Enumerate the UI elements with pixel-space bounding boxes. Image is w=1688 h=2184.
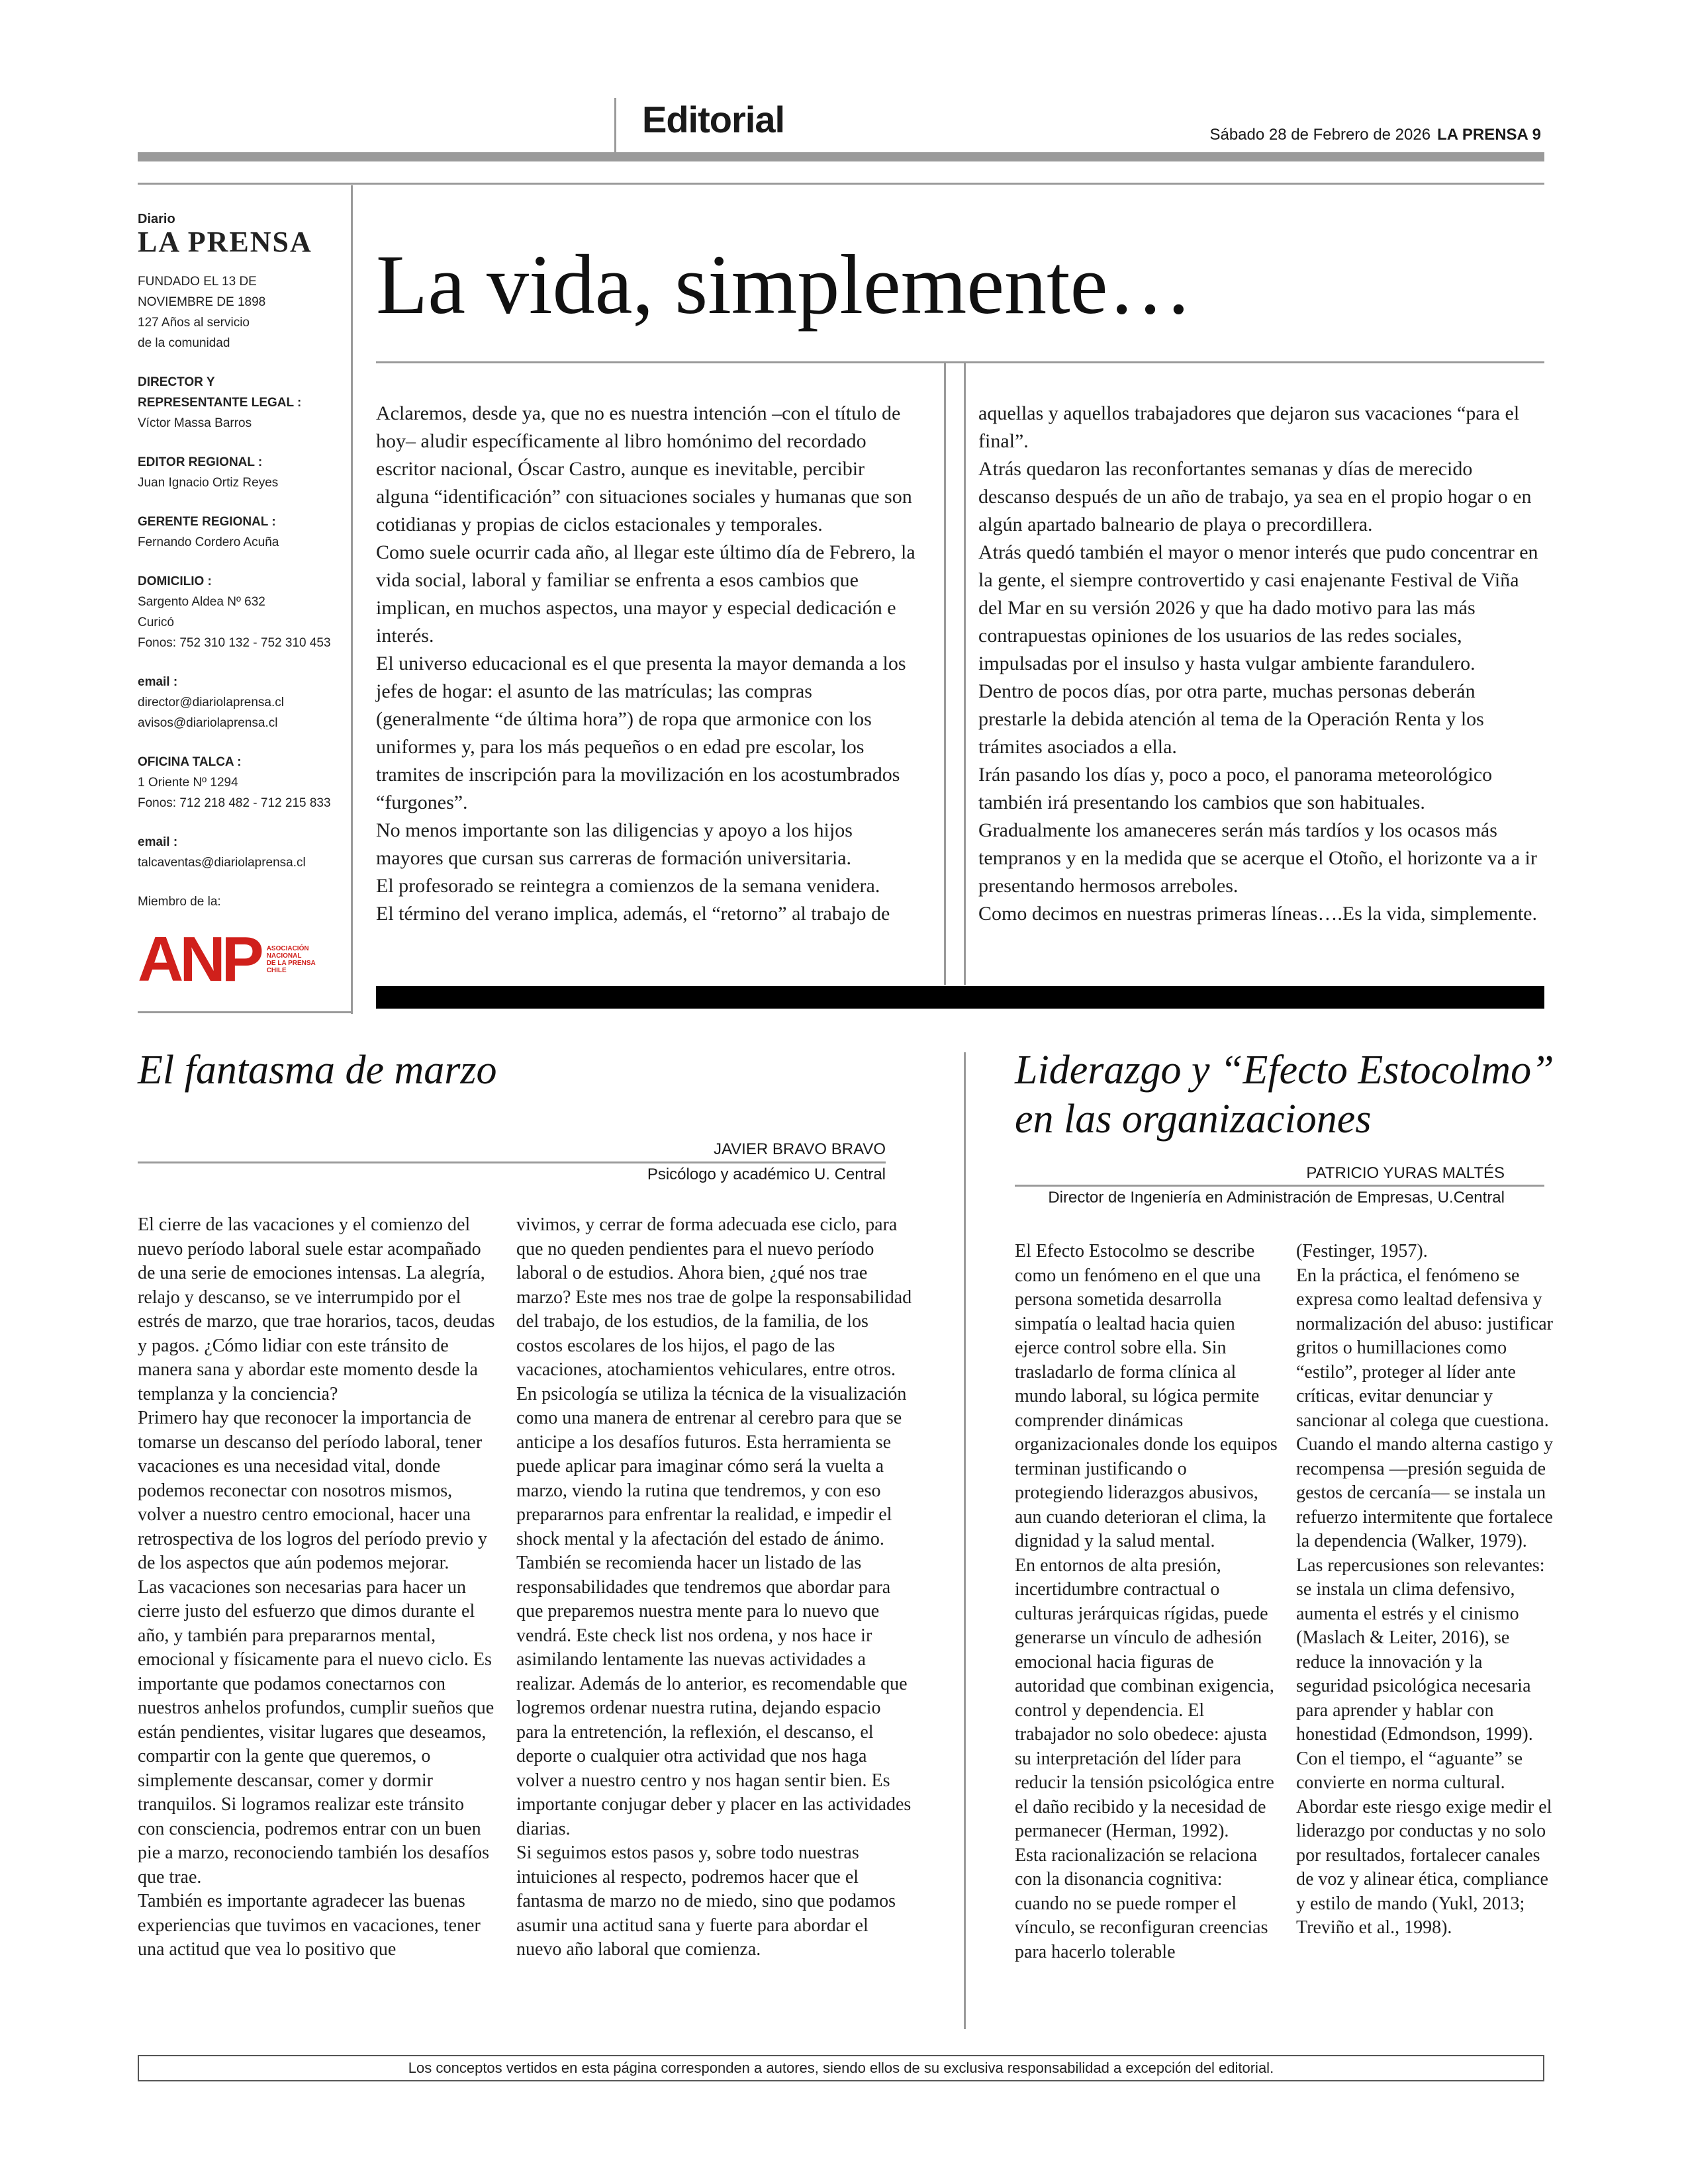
paragraph: El profesorado se reintegra a comienzos de la semana venidera. bbox=[376, 875, 880, 897]
black-band bbox=[376, 986, 1544, 1009]
title-line: Liderazgo y “Efecto Estocolmo” bbox=[1015, 1048, 1554, 1093]
paragraph: En la práctica, el fenómeno se expresa como lealtad defensiva y normalización del abuso: justificar gritos o humillaciones como “estilo”, proteger al líder ante críticas, evitar denunciar y sancionar al colega que cuestiona. Cuando el mando alterna castigo y recompensa —presión seguida de gestos de cercanía— se instala un refuerzo intermitente que fortalece la dependencia (Walker, 1979). bbox=[1296, 1265, 1553, 1551]
title-line: en las organizaciones bbox=[1015, 1097, 1372, 1142]
paragraph: Esta racionalización se relaciona con la disonancia cognitiva: cuando no se puede romper el vínculo, se reconfiguran creencias para hacerlo tolerable bbox=[1015, 1844, 1268, 1962]
anp-sub-line: ASOCIACIÓN bbox=[266, 945, 309, 952]
op-ed-title bbox=[1015, 1046, 1554, 1144]
op-ed-role bbox=[1015, 1188, 1505, 1208]
issue-info bbox=[1209, 126, 1541, 144]
editorial-column-2 bbox=[978, 400, 1545, 928]
email-info bbox=[138, 672, 336, 733]
masthead-name: LA PRENSA bbox=[138, 226, 312, 258]
op-ed-column-1 bbox=[138, 1213, 495, 1962]
op-ed-role bbox=[138, 1165, 886, 1185]
column-divider bbox=[944, 363, 946, 985]
email2-label: email : bbox=[138, 835, 178, 849]
domicilio-label: DOMICILIO : bbox=[138, 574, 212, 588]
paragraph: Las vacaciones son necesarias para hacer un cierre justo del esfuerzo que dimos durante el año, y también para prepararnos mental, emocional y físicamente para el nuevo ciclo. Es importante que podamos conectarnos con nuestros anhelos profundos, cumplir sueños que están pendientes, visitar lugares que deseamos, compartir con la gente que queremos, o simplemente descansar, comer y dormir tranquilos. Si logramos realizar este tránsito con consciencia, podremos entrar con un buen pie a marzo, reconociendo también los desafíos que trae. bbox=[138, 1576, 494, 1888]
header-divider bbox=[614, 98, 616, 152]
talca-line: Fonos: 712 218 482 - 712 215 833 bbox=[138, 796, 331, 810]
headline-rule bbox=[376, 361, 1544, 363]
author-name: JAVIER BRAVO BRAVO bbox=[713, 1140, 886, 1158]
author-role: Director de Ingeniería en Administración de Empresas, U.Central bbox=[1048, 1189, 1505, 1206]
column-divider bbox=[964, 363, 966, 985]
op-ed-byline bbox=[1015, 1163, 1505, 1183]
domicilio-line: Curicó bbox=[138, 615, 174, 629]
founded-info bbox=[138, 271, 336, 353]
op-ed-title: El fantasma de marzo bbox=[138, 1048, 497, 1093]
anp-logo bbox=[138, 924, 336, 995]
anp-sub-line: DE LA PRENSA bbox=[266, 960, 316, 967]
paragraph: En psicología se utiliza la técnica de la visualización como una manera de entrenar al cerebro para que se anticipe a los desafíos futuros. Esta herramienta se puede aplicar para imaginar cómo será la vuelta a marzo, viendo la rutina que tendremos, y con eso prepararnos para enfrentar la realidad, e impedir el shock mental y la afectación del estado de ánimo. bbox=[516, 1383, 907, 1549]
anp-logo-text: ANP bbox=[138, 924, 260, 995]
founded-line: 127 Años al servicio bbox=[138, 316, 250, 330]
byline-rule bbox=[1015, 1185, 1544, 1187]
top-rule-thin bbox=[138, 183, 1544, 185]
director-name: Víctor Massa Barros bbox=[138, 416, 252, 430]
email-label: email : bbox=[138, 675, 178, 689]
publication-page: LA PRENSA 9 bbox=[1437, 126, 1541, 144]
byline-rule bbox=[138, 1161, 886, 1163]
anp-sub-line: NACIONAL bbox=[266, 952, 302, 960]
sidebar-bottom-rule bbox=[138, 1011, 353, 1013]
paragraph: El término del verano implica, además, el “retorno” al trabajo de bbox=[376, 903, 890, 925]
top-rule bbox=[138, 152, 1544, 161]
issue-date: Sábado 28 de Febrero de 2026 bbox=[1209, 126, 1431, 144]
op-ed-column-1 bbox=[1015, 1240, 1280, 1964]
paragraph: Aclaremos, desde ya, que no es nuestra intención –con el título de hoy– aludir específicamente al libro homónimo del recordado escritor nacional, Óscar Castro, aunque es inevitable, percibir alguna “identificación” con situaciones sociales y humanas que son cotidianas y propias de ciclos estacionales y temporales. bbox=[376, 402, 912, 535]
editor-label: EDITOR REGIONAL : bbox=[138, 455, 263, 469]
section-divider bbox=[964, 1052, 966, 2029]
paragraph: El Efecto Estocolmo se describe como un fenómeno en el que una persona sometida desarrolla simpatía o lealtad hacia quien ejerce control sobre ella. Sin trasladarlo de forma clínica al mundo laboral, su lógica permite comprender dinámicas organizacionales donde los equipos terminan justificando o protegiendo liderazgos abusivos, aun cuando deterioran el clima, la dignidad y la salud mental. bbox=[1015, 1241, 1278, 1551]
paragraph: Las repercusiones son relevantes: se instala un clima defensivo, aumenta el estrés y el cinismo (Maslach & Leiter, 2016), se reduce la innovación y la seguridad psicológica necesaria para aprender y hablar con honestidad (Edmondson, 1999). Con el tiempo, el “aguante” se convierte en norma cultural. Abordar este riesgo exige medir el liderazgo por conductas y no solo por resultados, fortalecer canales de voz y alinear ética, compliance y estilo de mando (Yukl, 2013; Treviño et al., 1998). bbox=[1296, 1555, 1552, 1938]
masthead-diario: Diario bbox=[138, 212, 175, 226]
editorial-headline: La vida, simplemente… bbox=[376, 238, 1193, 332]
paragraph: Como decimos en nuestras primeras líneas….Es la vida, simplemente. bbox=[978, 903, 1537, 925]
gerente-label: GERENTE REGIONAL : bbox=[138, 515, 276, 529]
editor-name: Juan Ignacio Ortiz Reyes bbox=[138, 476, 279, 490]
email-link[interactable]: talcaventas@diariolaprensa.cl bbox=[138, 856, 306, 870]
author-name: PATRICIO YURAS MALTÉS bbox=[1306, 1164, 1505, 1182]
paragraph: También es importante agradecer las buenas experiencias que tuvimos en vacaciones, tener una actitud que vea lo positivo que bbox=[138, 1891, 481, 1960]
paragraph: Atrás quedaron las reconfortantes semanas y días de merecido descanso después de un año de trabajo, ya sea en el propio hogar o en algún apartado balneario de playa o precordillera. bbox=[978, 458, 1532, 535]
paragraph: Si seguimos estos pasos y, sobre todo nuestras intuiciones al respecto, podremos hacer que el fantasma de marzo no de miedo, sino que podamos asumir una actitud sana y fuerte para abordar el nuevo año laboral que comienza. bbox=[516, 1843, 896, 1960]
paragraph: aquellas y aquellos trabajadores que dejaron sus vacaciones “para el final”. bbox=[978, 402, 1520, 452]
director-label: DIRECTOR Y bbox=[138, 375, 215, 389]
author-role: Psicólogo y académico U. Central bbox=[647, 1165, 886, 1183]
paragraph: Dentro de pocos días, por otra parte, muchas personas deberán prestarle la debida atención al tema de la Operación Renta y los trámites asociados a ella. bbox=[978, 680, 1484, 758]
email-link[interactable]: director@diariolaprensa.cl bbox=[138, 696, 284, 709]
paragraph: Primero hay que reconocer la importancia de tomarse un descanso del período laboral, tener vacaciones es una necesidad vital, donde podemos reconectar con nosotros mismos, volver a nuestro centro emocional, hacer una retrospectiva de los logros del período previo y de los aspectos que aún podemos mejorar. bbox=[138, 1408, 487, 1573]
op-ed-byline bbox=[138, 1140, 886, 1160]
founded-line: NOVIEMBRE DE 1898 bbox=[138, 295, 266, 309]
paragraph: Atrás quedó también el mayor o menor interés que pudo concentrar en la gente, el siempre controvertido y casi enajenante Festival de Viña del Mar en su versión 2026 y que ha dado motivo para las más contrapuestas opiniones de los usuarios de las redes sociales, impulsadas por el insulso y hasta vulgar ambiente farandulero. bbox=[978, 541, 1538, 674]
sidebar-border bbox=[351, 185, 353, 1014]
email2-info bbox=[138, 832, 336, 873]
anp-sub-line: CHILE bbox=[266, 967, 287, 974]
op-ed-column-2 bbox=[516, 1213, 914, 1962]
talca-info bbox=[138, 752, 336, 813]
paragraph: vivimos, y cerrar de forma adecuada ese ciclo, para que no queden pendientes para el nuevo período laboral o de estudios. Ahora bien, ¿qué nos trae marzo? Este mes nos trae de golpe la responsabilidad del trabajo, de los estudios, de la familia, de los costos escolares de los hijos, el pago de las vacaciones, atochamientos vehiculares, entre otros. bbox=[516, 1214, 912, 1380]
paragraph: También se recomienda hacer un listado de las responsabilidades que tendremos que abordar para que preparemos nuestra mente para lo nuevo que vendrá. Este check list nos ordena, y nos hace ir asimilando lentamente las nuevas actividades a realizar. Además de lo anterior, es recomendable que logremos ordenar nuestra rutina, dejando espacio para la entretención, la reflexión, el descanso, el deporte o cualquier otra actividad que nos haga volver a nuestro centro y nos hagan sentir bien. Es importante conjugar deber y placer en las actividades diarias. bbox=[516, 1553, 912, 1839]
domicilio-line: Sargento Aldea Nº 632 bbox=[138, 595, 265, 609]
member-label: Miembro de la: bbox=[138, 895, 221, 909]
gerente-name: Fernando Cordero Acuña bbox=[138, 535, 279, 549]
section-title: Editorial bbox=[642, 99, 785, 140]
paragraph: No menos importante son las diligencias y apoyo a los hijos mayores que cursan sus carreras de formación universitaria. bbox=[376, 819, 853, 869]
disclaimer-box: Los conceptos vertidos en esta página corresponden a autores, siendo ellos de su exclusiva responsabilidad a excepción del editorial. bbox=[138, 2055, 1544, 2081]
director-label: REPRESENTANTE LEGAL : bbox=[138, 396, 302, 410]
anp-logo-subtitle bbox=[267, 945, 333, 974]
gerente-info bbox=[138, 512, 336, 553]
founded-line: de la comunidad bbox=[138, 336, 230, 350]
paragraph: El cierre de las vacaciones y el comienzo del nuevo período laboral suele estar acompañado de una serie de emociones intensas. La alegría, relajo y descanso, se ve interrumpido por el estrés de marzo, que trae horarios, tacos, deudas y pagos. ¿Cómo lidiar con este tránsito de manera sana y abordar este momento desde la templanza y la conciencia? bbox=[138, 1214, 495, 1404]
director-info bbox=[138, 372, 336, 433]
email-link[interactable]: avisos@diariolaprensa.cl bbox=[138, 716, 278, 730]
domicilio-line: Fonos: 752 310 132 - 752 310 453 bbox=[138, 636, 331, 650]
op-ed-column-2 bbox=[1296, 1240, 1558, 1940]
founded-line: FUNDADO EL 13 DE bbox=[138, 275, 257, 289]
paragraph: En entornos de alta presión, incertidumbre contractual o culturas jerárquicas rígidas, puede generarse un vínculo de adhesión emocional hacia figuras de autoridad que combinan exigencia, control y dependencia. El trabajador no solo obedece: ajusta su interpretación del líder para reducir la tensión psicológica entre el daño recibido y la necesidad de permanecer (Herman, 1992). bbox=[1015, 1555, 1274, 1841]
editorial-column-1 bbox=[376, 400, 920, 928]
domicilio-info bbox=[138, 571, 336, 653]
paragraph: Como suele ocurrir cada año, al llegar este último día de Febrero, la vida social, laboral y familiar se enfrenta a esos cambios que implican, en muchos aspectos, una mayor y especial dedicación e interés. bbox=[376, 541, 915, 647]
talca-line: 1 Oriente Nº 1294 bbox=[138, 776, 238, 790]
paragraph: Gradualmente los amaneceres serán más tardíos y los ocasos más tempranos y en la medida que se acerque el Otoño, el horizonte va a ir presentando hermosos arreboles. bbox=[978, 819, 1537, 897]
editor-info bbox=[138, 452, 336, 493]
paragraph: (Festinger, 1957). bbox=[1296, 1241, 1428, 1261]
paragraph: Irán pasando los días y, poco a poco, el panorama meteorológico también irá presentando los cambios que son habituales. bbox=[978, 764, 1493, 813]
talca-label: OFICINA TALCA : bbox=[138, 755, 242, 769]
paragraph: El universo educacional es el que presenta la mayor demanda a los jefes de hogar: el asunto de las matrículas; las compras (generalmente “de última hora”) de ropa que armonice con los uniformes y, para los más pequeños o en edad pre escolar, los tramites de inscripción para la movilización en los acostumbrados “furgones”. bbox=[376, 653, 906, 813]
masthead-sidebar bbox=[138, 212, 336, 995]
